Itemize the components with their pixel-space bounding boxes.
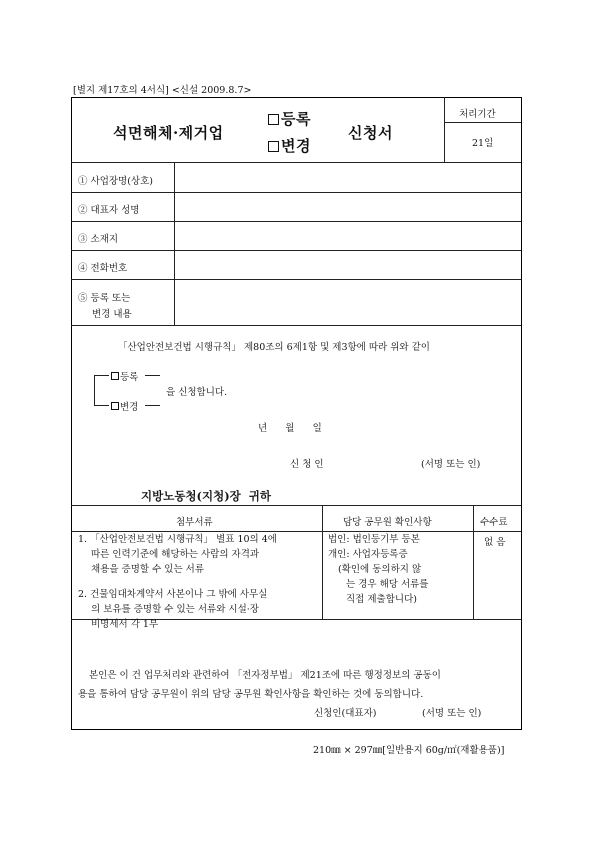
consent-signer: 신청인(대표자) [314, 708, 377, 719]
statement-apply-text: 을 신청합니다. [166, 387, 228, 398]
change-content-field[interactable] [176, 281, 519, 323]
field-label-business-name: ① 사업장명(상호) [78, 176, 153, 187]
statement-intro: 「산업안전보건법 시행규칙」 제80조의 6제1항 및 제3항에 따라 위와 같이 [118, 342, 430, 353]
field-label-change-content-2: 변경 내용 [92, 309, 132, 320]
field-label-phone: ④ 전화번호 [78, 263, 128, 274]
form-title-main: 석면해체·제거업 [113, 124, 224, 142]
form-title-suffix: 신청서 [348, 124, 393, 142]
option-register-title[interactable] [268, 108, 311, 129]
date-line[interactable]: 년 월 일 [258, 423, 322, 434]
check-line: 개인: 사업자등록증 [328, 549, 408, 560]
field-label-representative: ② 대표자 성명 [78, 205, 140, 216]
statement-option-change[interactable] [111, 399, 138, 413]
field-label-address: ③ 소재지 [78, 234, 119, 245]
attachments-fee-header: 수수료 [480, 517, 508, 528]
change-label: 변경 [281, 137, 311, 155]
statement-register-label: 등록 [120, 372, 139, 383]
processing-label: 처리기간 [459, 109, 496, 120]
field-label-change-content-1: ⑤ 등록 또는 [78, 293, 131, 304]
addressee: 지방노동청(지청)장 귀하 [141, 489, 271, 503]
check-line: 법인: 법인등기부 등본 [328, 534, 420, 545]
check-line: 직접 제출합니다) [346, 594, 417, 605]
consent-line-2: 용을 통하여 담당 공무원이 위의 담당 공무원 확인사항을 확인하는 것에 동의합니다. [78, 689, 424, 700]
applicant-sign[interactable]: (서명 또는 인) [421, 459, 481, 470]
attachments-check [328, 532, 428, 607]
option-change-title[interactable] [268, 135, 311, 156]
register-checkbox[interactable] [268, 114, 279, 125]
attachments-docs-header: 첨부서류 [176, 517, 213, 528]
consent-line-1: 본인은 이 건 업무처리와 관련하여 「전자정부법」 제21조에 따른 행정정보의 공동이 [89, 670, 441, 681]
phone-field[interactable] [176, 252, 519, 277]
processing-value: 21일 [472, 138, 494, 149]
check-line: (확인에 동의하지 않 [338, 564, 422, 575]
applicant-label: 신 청 인 [290, 459, 324, 470]
doc-line: 의 보유를 증명할 수 있는 서류와 시설·장 [91, 604, 259, 615]
doc-line: 따른 인력기준에 해당하는 사람의 자격과 [91, 549, 260, 560]
statement-change-label: 변경 [120, 402, 139, 413]
check-line: 는 경우 해당 서류를 [346, 579, 429, 590]
doc-line: 비명세서 각 1부 [91, 619, 159, 630]
register-label: 등록 [281, 110, 311, 128]
doc-line: 1. 「산업안전보건법 시행규칙」 별표 10의 4에 [78, 534, 277, 545]
statement-register-checkbox[interactable] [111, 372, 119, 380]
representative-field[interactable] [176, 194, 519, 219]
consent-sign[interactable]: (서명 또는 인) [422, 708, 482, 719]
attachments-docs [78, 532, 277, 632]
statement-option-register[interactable] [111, 369, 138, 383]
fee-value: 없 음 [484, 537, 506, 548]
attachments-check-header: 담당 공무원 확인사항 [343, 517, 432, 528]
change-checkbox[interactable] [268, 141, 279, 152]
paper-size-footer: 210㎜ × 297㎜[일반용지 60g/㎡(재활용품)] [313, 745, 505, 756]
business-name-field[interactable] [176, 164, 519, 190]
doc-line: 2. 건물임대차계약서 사본이나 그 밖에 사무실 [78, 589, 268, 600]
statement-change-checkbox[interactable] [111, 402, 119, 410]
form-header-note: [별지 제17호의 4서식] <신설 2009.8.7> [73, 85, 252, 96]
address-field[interactable] [176, 223, 519, 248]
doc-line: 채용을 증명할 수 있는 서류 [91, 564, 205, 575]
